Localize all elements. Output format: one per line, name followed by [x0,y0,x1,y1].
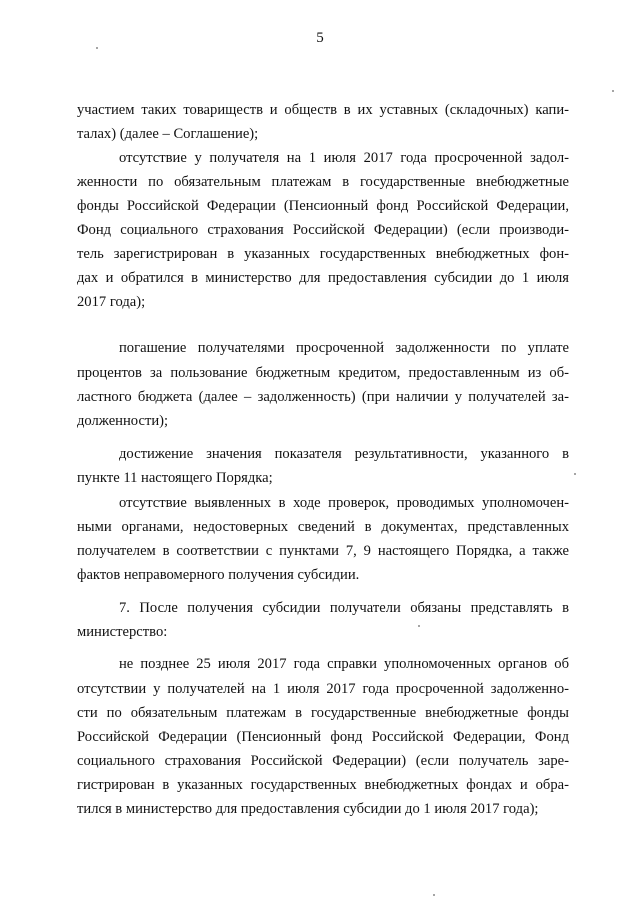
scan-speck [433,894,435,896]
text-line: отсутствие у получателя на 1 июля 2017 года просроченной задол- [119,150,569,166]
text-line: тился в министерство для предоставления субсидии до 1 июля 2017 года); [77,801,539,817]
text-line: женности по обязательным платежам в государственные внебюджетные [77,174,569,190]
text-line: социального страхования Российской Федерации) (если получатель заре- [77,753,569,769]
text-line: ластного бюджета (далее – задолженность) (при наличии у получателей за- [77,389,569,405]
text-line: фонды Российской Федерации (Пенсионный фонд Российской Федерации, [77,198,569,214]
page-number: 5 [316,30,324,46]
text-line: фактов неправомерного получения субсидии. [77,567,360,583]
text-line: ными органами, недостоверных сведений в документах, представленных [77,519,569,535]
scan-speck [612,90,614,92]
text-line: отсутствии у получателей на 1 июля 2017 года просроченной задолженно- [77,681,569,697]
scan-speck [96,47,98,49]
text-line: талах) (далее – Соглашение); [77,126,259,142]
scan-speck [574,473,576,475]
text-line: министерство: [77,624,168,640]
text-line: процентов за пользование бюджетным кредитом, предоставленным из об- [77,365,569,381]
text-line: тель зарегистрирован в указанных государственных внебюджетных фон- [77,246,569,262]
text-line: не позднее 25 июля 2017 года справки уполномоченных органов об [119,656,569,672]
text-line: отсутствие выявленных в ходе проверок, проводимых уполномочен- [119,495,569,511]
text-line: Российской Федерации (Пенсионный фонд Российской Федерации, Фонд [77,729,569,745]
text-line: 2017 года); [77,294,146,310]
scan-speck [418,625,420,627]
text-line: достижение значения показателя результативности, указанного в [119,446,569,462]
text-line: гистрирован в указанных государственных внебюджетных фондах и обра- [77,777,569,793]
text-line: пункте 11 настоящего Порядка; [77,470,273,486]
text-line: получателем в соответствии с пунктами 7, 9 настоящего Порядка, а также [77,543,569,559]
text-line: Фонд социального страхования Российской Федерации) (если производи- [77,222,569,238]
text-line: сти по обязательным платежам в государственные внебюджетные фонды [77,705,569,721]
text-line: 7. После получения субсидии получатели обязаны представлять в [119,600,569,616]
text-line: погашение получателями просроченной задолженности по уплате [119,340,569,356]
text-line: дах и обратился в министерство для предоставления субсидии до 1 июля [77,270,569,286]
text-line: долженности); [77,413,169,429]
text-line: участием таких товариществ и обществ в их уставных (складочных) капи- [77,102,569,118]
